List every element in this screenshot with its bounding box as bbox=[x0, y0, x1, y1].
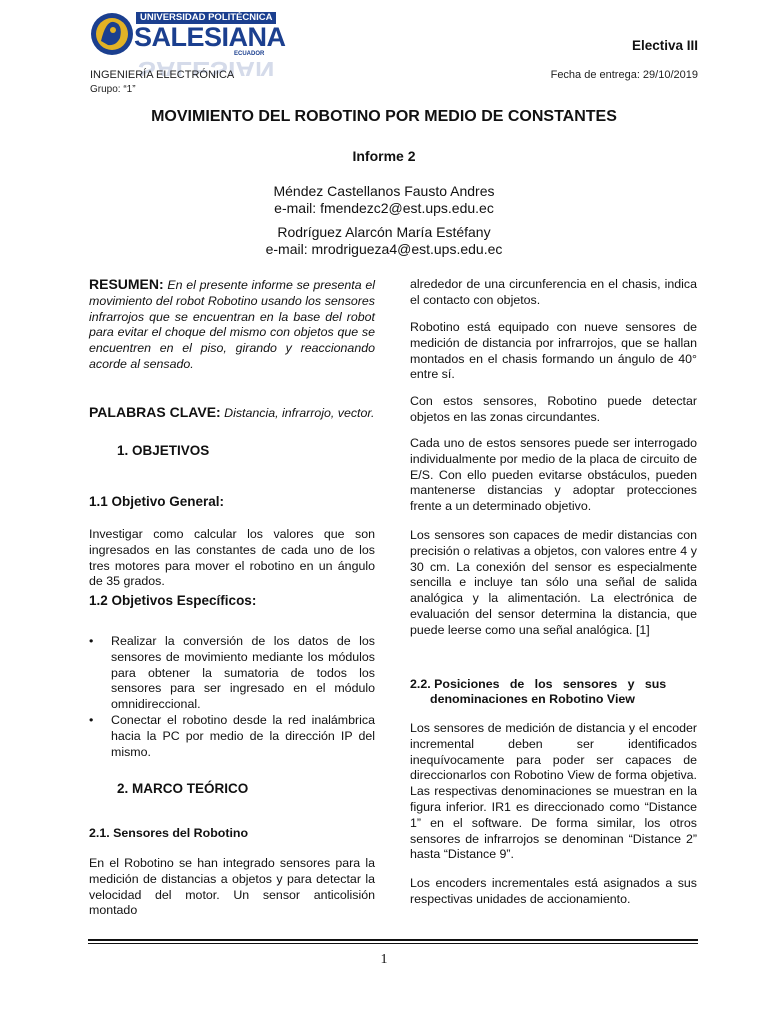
right-paragraph-4: Cada uno de estos sensores puede ser interrogado individualmente por medio de la placa de circuito de E/S. Con ello pueden evitarse obstáculos, pueden mantenerse distancias y adoptar protecciones frente a un determinado objetivo. bbox=[410, 436, 697, 514]
right-paragraph-3: Con estos sensores, Robotino puede detectar objetos en las zonas circundantes. bbox=[410, 394, 697, 424]
author-2-email: e-mail: mrodrigueza4@est.ups.edu.ec bbox=[265, 241, 503, 257]
author-2-name: Rodríguez Alarcón María Estéfany bbox=[277, 224, 491, 240]
footer-rule-bottom bbox=[88, 943, 698, 944]
report-subtitle: Informe 2 bbox=[352, 148, 416, 164]
right-paragraph-5: Los sensores son capaces de medir distancias con precisión o relativas a objetos, con valores entre 4 y 30 cm. La conexión del sensor es especialmente sencilla e incluye tan sólo una señal de salida analógica y la alimentación. La electrónica de evaluación del sensor determina la distancia, que puede leerse como una señal analógica. [1] bbox=[410, 528, 697, 637]
right-paragraph-7: Los encoders incrementales está asignados a sus respectivas unidades de accionamiento. bbox=[410, 876, 697, 906]
abstract-label: RESUMEN: bbox=[89, 276, 164, 292]
right-paragraph-1: alrededor de una circunferencia en el chasis, indica el contacto con objetos. bbox=[410, 277, 697, 307]
section-2-2-heading-line2: denominaciones en Robotino View bbox=[430, 692, 635, 706]
logo-line2: SALESIANA bbox=[134, 22, 286, 52]
university-logo bbox=[88, 8, 286, 76]
right-paragraph-6: Los sensores de medición de distancia y el encoder incremental deben ser identificados inequívocamente para poder ser capaces de direccionarlos con Robotino View de forma objetiva. Las respectivas denominaciones se muestran en la figura inferior. IR1 es direccionado como “Distance 1” en el software. De forma similar, los otros sensores de infrarrojos se denominan “Distance 2” hasta “Distance 9”. bbox=[410, 721, 697, 862]
section-2-1-heading: 2.1. Sensores del Robotino bbox=[89, 826, 249, 840]
author-1-email: e-mail: fmendezc2@est.ups.edu.ec bbox=[274, 200, 494, 216]
right-paragraph-2: Robotino está equipado con nueve sensores de medición de distancia por infrarrojos, que se hallan montados en el chasis formando un ángulo de 40° entre sí. bbox=[410, 320, 697, 382]
logo-line1: UNIVERSIDAD POLITÉCNICA bbox=[140, 12, 273, 23]
list-item-text: Realizar la conversión de los datos de los sensores de movimiento mediante los módulos para obtener la sumatoria de todos los sensores para ser ingresado en el módulo omnidireccional. bbox=[111, 634, 375, 712]
section-1-2-heading: 1.2 Objetivos Específicos: bbox=[89, 593, 257, 608]
section-2-2-heading-line1: 2.2. Posiciones de los sensores y sus bbox=[410, 677, 667, 691]
section-2-1-text: En el Robotino se han integrado sensores para la medición de distancias a objetos y para detectar la velocidad del motor. Un sensor anticolisión montado bbox=[89, 856, 375, 918]
svg-text:SALESIANA: SALESIAN bbox=[138, 56, 273, 76]
list-item-text: Conectar el robotino desde la red inalámbrica hacia la PC por medio de la dirección IP del mismo. bbox=[111, 712, 375, 759]
section-1-1-heading: 1.1 Objetivo General: bbox=[89, 494, 225, 509]
group: Grupo: “1” bbox=[90, 84, 136, 95]
course-name: Electiva III bbox=[631, 38, 698, 53]
footer-rule-top bbox=[88, 939, 698, 941]
left-column bbox=[89, 277, 375, 373]
department: INGENIERÍA ELECTRÓNICA bbox=[90, 69, 235, 81]
section-1-heading: 1. OBJETIVOS bbox=[117, 443, 210, 458]
keywords-text: Distancia, infrarrojo, vector. bbox=[224, 406, 375, 420]
page-number: 1 bbox=[380, 952, 388, 967]
section-2-heading: 2. MARCO TEÓRICO bbox=[117, 781, 249, 796]
list-item bbox=[89, 634, 375, 713]
list-item bbox=[89, 713, 375, 760]
keywords bbox=[89, 405, 379, 422]
logo-line3: ECUADOR bbox=[234, 51, 265, 57]
abstract-text: En el presente informe se presenta el movimiento del robot Robotino usando los sensores infrarrojos que se encuentran en la base del robot para evitar el choque del mismo con objetos que se encuentren en el piso, girando y reaccionando acorde al sensado. bbox=[89, 278, 375, 371]
section-1-1-text: Investigar como calcular los valores que son ingresados en las constantes de cada uno de los tres motores para mover el robotino en un ángulo de 35 grados. bbox=[89, 527, 375, 589]
objectives-list bbox=[89, 634, 375, 760]
delivery-date: Fecha de entrega: 29/10/2019 bbox=[550, 69, 698, 81]
bullet-icon: • bbox=[89, 634, 94, 648]
abstract bbox=[89, 277, 375, 373]
bullet-icon: • bbox=[89, 712, 94, 727]
author-1-name: Méndez Castellanos Fausto Andres bbox=[273, 183, 495, 199]
document-title: MOVIMIENTO DEL ROBOTINO POR MEDIO DE CONSTANTES bbox=[151, 108, 617, 125]
keywords-label: PALABRAS CLAVE: bbox=[89, 404, 221, 420]
